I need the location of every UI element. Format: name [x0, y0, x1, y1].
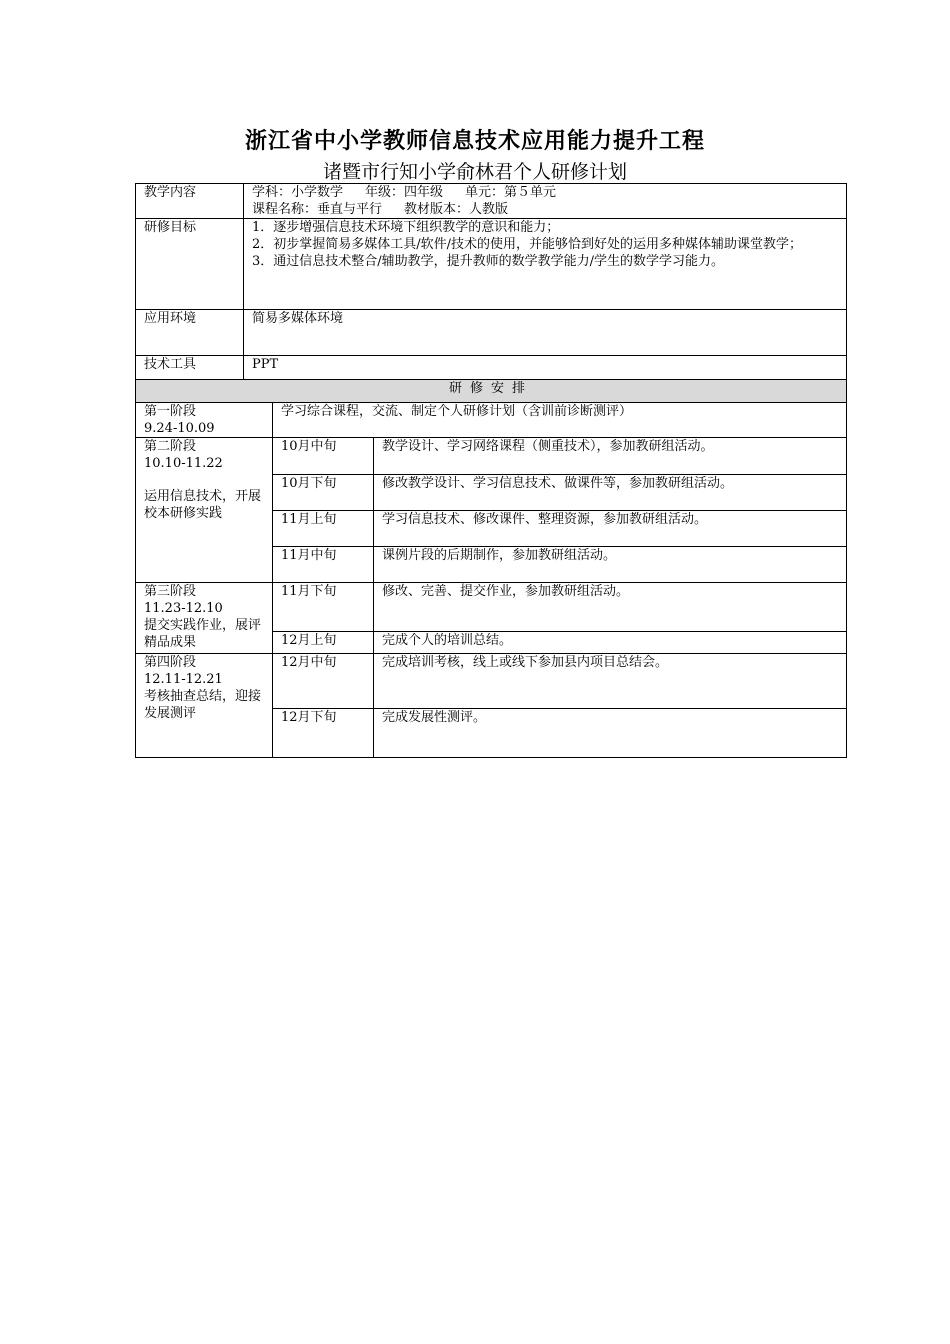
- stage-dates: 9.24-10.09: [144, 421, 215, 436]
- stage-name: 第一阶段: [144, 404, 197, 419]
- period-cell: 12月下旬: [273, 709, 374, 758]
- task-cell: 修改、完善、提交作业，参加教研组活动。: [374, 583, 847, 632]
- goal-item: 2．初步掌握简易多媒体工具/软件/技术的使用，并能够恰到好处的运用多种媒体辅助课堂教学；: [252, 237, 803, 252]
- task-cell: 完成发展性测评。: [374, 709, 847, 758]
- period-cell: 12月中旬: [273, 654, 374, 709]
- stage-name: 第三阶段: [144, 584, 197, 599]
- stage2-cell: [136, 438, 273, 583]
- stage4-cell: [136, 654, 273, 758]
- edition-text: 教材版本：人教版: [404, 202, 509, 217]
- stage-dates: 12.11-12.21: [144, 672, 223, 687]
- stage-desc: 运用信息技术，开展校本研修实践: [144, 489, 262, 521]
- table-row: [136, 438, 847, 475]
- subject-text: 学科：小学数学: [252, 185, 344, 200]
- period-cell: 11月中旬: [273, 547, 374, 583]
- period-cell: 11月上旬: [273, 511, 374, 547]
- document-subtitle: 诸暨市行知小学俞林君个人研修计划: [322, 161, 627, 183]
- row-content: [136, 184, 847, 219]
- stage-desc: 考核抽查总结，迎接发展测评: [144, 689, 262, 721]
- course-text: 课程名称：垂直与平行: [252, 202, 383, 217]
- document-title: 浙江省中小学教师信息技术应用能力提升工程: [244, 128, 705, 154]
- row-tools: [136, 356, 847, 380]
- goal-item: 1．逐步增强信息技术环境下组织教学的意识和能力；: [252, 220, 560, 235]
- goals-cell: [244, 219, 847, 310]
- task-cell: 教学设计、学习网络课程（侧重技术），参加教研组活动。: [374, 438, 847, 475]
- task-cell: 课例片段的后期制作，参加教研组活动。: [374, 547, 847, 583]
- period-cell: 11月下旬: [273, 583, 374, 632]
- stage-dates: 10.10-11.22: [144, 456, 223, 471]
- row-environment: [136, 310, 847, 356]
- stage-desc: 提交实践作业，展评精品成果: [144, 618, 262, 650]
- label-tools: 技术工具: [136, 356, 244, 380]
- stage3-cell: [136, 583, 273, 654]
- label-goals: 研修目标: [136, 219, 244, 310]
- content-cell: [244, 184, 847, 219]
- grade-text: 年级：四年级: [365, 185, 444, 200]
- row-stage1: [136, 403, 847, 438]
- stage-name: 第二阶段: [144, 439, 197, 454]
- environment-value: 简易多媒体环境: [244, 310, 847, 356]
- table-row: [136, 583, 847, 632]
- stage1-cell: [136, 403, 273, 438]
- tools-value: PPT: [244, 356, 847, 380]
- task-cell: 学习信息技术、修改课件、整理资源，参加教研组活动。: [374, 511, 847, 547]
- schedule-banner: 研修安排: [136, 380, 847, 403]
- period-cell: 10月中旬: [273, 438, 374, 475]
- row-banner: [136, 380, 847, 403]
- plan-table: [135, 183, 847, 758]
- period-cell: 12月上旬: [273, 632, 374, 654]
- table-row: [136, 654, 847, 709]
- stage-dates: 11.23-12.10: [144, 601, 223, 616]
- label-content: 教学内容: [136, 184, 244, 219]
- stage-name: 第四阶段: [144, 655, 197, 670]
- task-cell: 完成个人的培训总结。: [374, 632, 847, 654]
- label-environment: 应用环境: [136, 310, 244, 356]
- stage1-desc: 学习综合课程，交流、制定个人研修计划（含训前诊断测评）: [273, 403, 847, 438]
- task-cell: 完成培训考核，线上或线下参加县内项目总结会。: [374, 654, 847, 709]
- row-goals: [136, 219, 847, 310]
- goal-item: 3．通过信息技术整合/辅助教学，提升教师的数学教学能力/学生的数学学习能力。: [252, 254, 725, 269]
- task-cell: 修改教学设计、学习信息技术、做课件等，参加教研组活动。: [374, 475, 847, 511]
- period-cell: 10月下旬: [273, 475, 374, 511]
- unit-text: 单元：第５单元: [465, 185, 557, 200]
